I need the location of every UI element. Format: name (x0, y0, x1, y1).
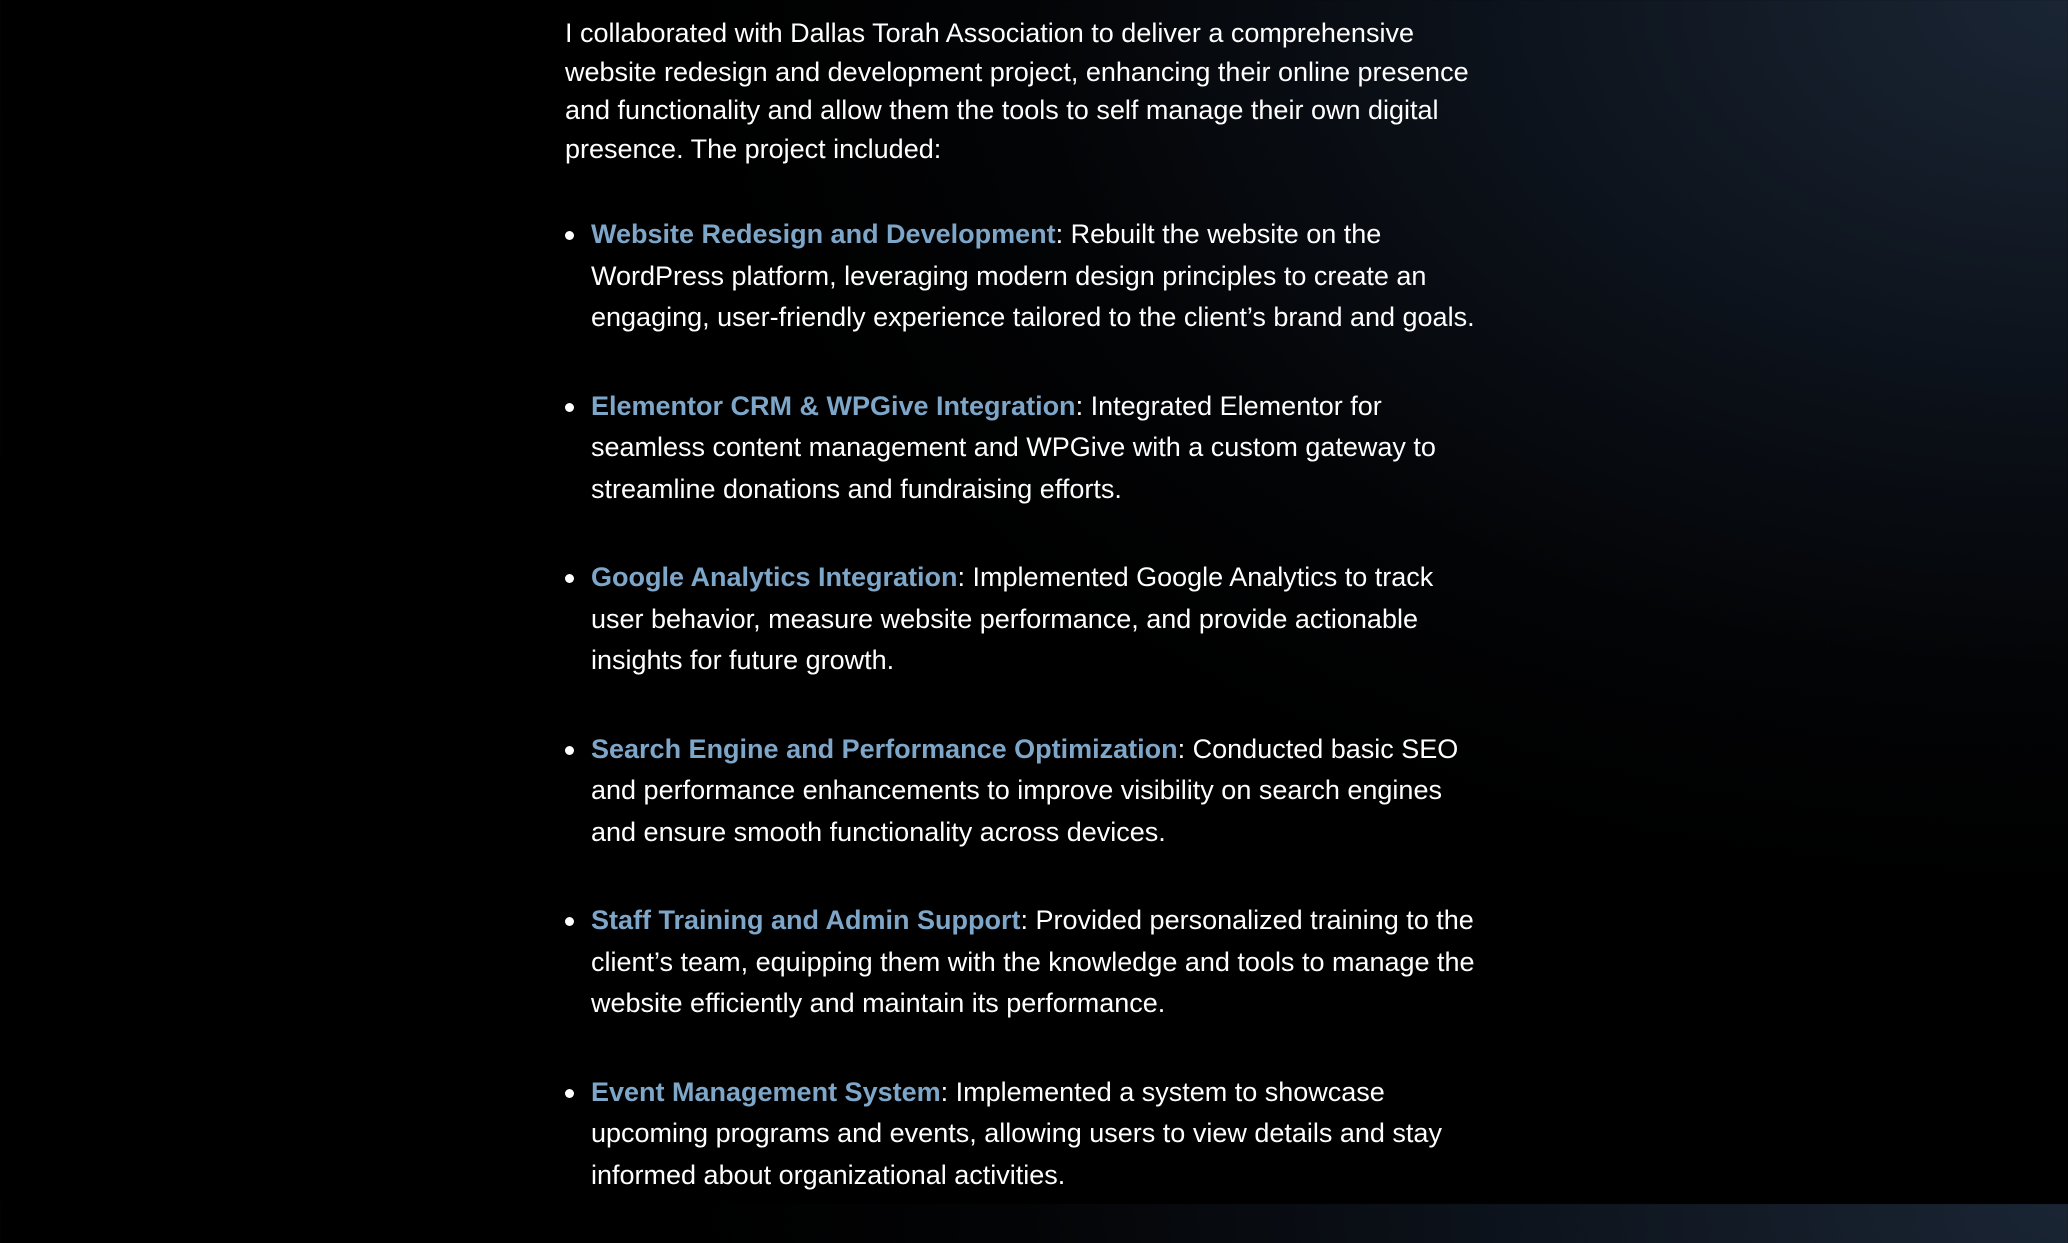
item-title: Search Engine and Performance Optimization (591, 733, 1178, 764)
item-description: : Implemented Google Analytics to track user behavior, measure website performance, and provide actionable insights for future growth. (591, 562, 1434, 675)
item-title: Staff Training and Admin Support (591, 905, 1021, 935)
intro-paragraph: I collaborated with Dallas Torah Association to deliver a comprehensive website redesign and development project, enhancing their online presence and functionality and allow them the tools to self manage their own digital presence. The project included: (565, 18, 1469, 164)
project-content (565, 14, 1490, 1190)
list-item-google-analytics (565, 557, 1490, 682)
list-item-website-redesign (565, 214, 1490, 339)
list-item-seo-performance (565, 729, 1490, 854)
item-title: Elementor CRM & WPGive Integration (591, 390, 1076, 421)
item-title: Google Analytics Integration (591, 562, 958, 592)
list-item-staff-training (565, 900, 1490, 1025)
item-description: : Integrated Elementor for seamless content management and WPGive with a custom gateway to streamline donations and fundraising efforts. (591, 390, 1436, 504)
item-title: Website Redesign and Development (591, 219, 1056, 249)
item-description: : Conducted basic SEO and performance enhancements to improve visibility on search engines and ensure smooth functionality across devices. (591, 733, 1459, 847)
list-item-elementor-wpgive (565, 386, 1490, 511)
item-title: Event Management System (591, 1076, 941, 1107)
list-item-event-management (565, 1072, 1490, 1197)
project-feature-list (565, 214, 1490, 1243)
item-description: : Rebuilt the website on the WordPress platform, leveraging modern design principles to create an engaging, user-friendly experience tailored to the client’s brand and goals. (591, 219, 1475, 332)
item-description: : Provided personalized training to the client’s team, equipping them with the knowledge and tools to manage the website efficiently and maintain its performance. (591, 905, 1475, 1018)
item-description: : Implemented a system to showcase upcoming programs and events, allowing users to view details and stay informed about organizational activities. (591, 1076, 1442, 1190)
